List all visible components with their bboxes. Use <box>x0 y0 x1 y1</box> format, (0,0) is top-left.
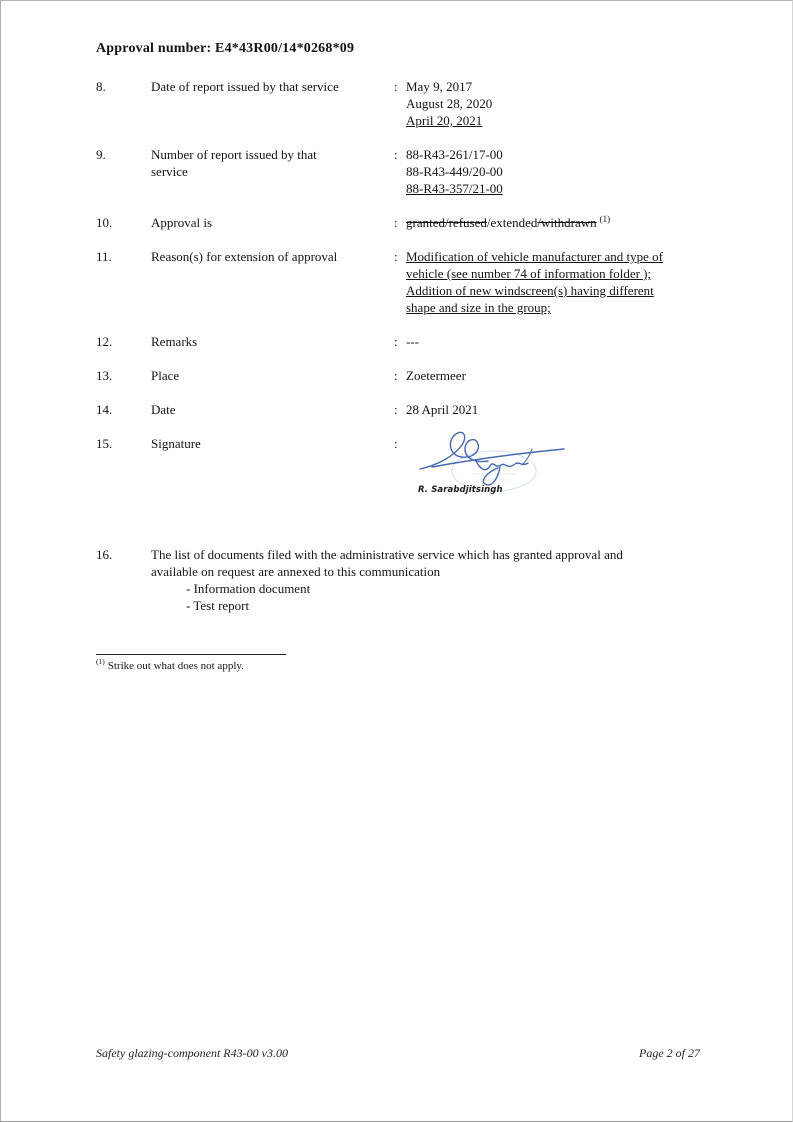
value-line: May 9, 2017 <box>406 79 473 94</box>
item-row <box>96 146 702 197</box>
colon-separator: : <box>394 249 398 264</box>
value-line: April 20, 2021 <box>406 113 483 128</box>
value-line: 88-R43-261/17-00 <box>406 147 503 162</box>
colon-separator: : <box>394 334 398 349</box>
value-line: 88-R43-449/20-00 <box>406 164 503 179</box>
item-16-line: The list of documents filed with the administrative service which has granted approval and <box>151 547 623 562</box>
item-value <box>406 333 702 350</box>
item-number: 10. <box>96 215 113 230</box>
item-row <box>96 401 702 418</box>
colon-separator: : <box>394 215 398 230</box>
item-16-line: available on request are annexed to this communication <box>151 564 441 579</box>
item-16-body <box>151 546 702 614</box>
item-16-row <box>96 546 702 614</box>
items-container <box>96 78 702 503</box>
value-line: Addition of new windscreen(s) having different <box>406 283 654 298</box>
page-footer <box>96 1045 700 1062</box>
item-row <box>96 333 702 350</box>
item-label: Place <box>151 368 180 383</box>
item-label: Number of report issued by that service <box>151 147 317 179</box>
footnote-text: Strike out what does not apply. <box>107 660 244 672</box>
item-value <box>406 214 702 231</box>
value-line: 88-R43-357/21-00 <box>406 181 503 196</box>
item-16-bullet: - Test report <box>186 598 250 613</box>
item-row <box>96 214 702 231</box>
approval-number: Approval number: E4*43R00/14*0268*09 <box>96 41 355 56</box>
document-content <box>1 1 792 674</box>
item-number: 11. <box>96 249 112 264</box>
colon-separator: : <box>394 79 398 94</box>
value-line: 28 April 2021 <box>406 402 479 417</box>
item-number: 12. <box>96 334 113 349</box>
item-label: Date of report issued by that service <box>151 79 339 94</box>
signature-ink <box>420 432 564 485</box>
colon-separator: : <box>394 436 398 451</box>
colon-separator: : <box>394 368 398 383</box>
value-line: --- <box>406 334 419 349</box>
value-line: vehicle (see number 74 of information folder ); <box>406 266 652 281</box>
colon-separator: : <box>394 402 398 417</box>
item-label: Approval is <box>151 215 213 230</box>
value-line: August 28, 2020 <box>406 96 493 111</box>
item-value <box>406 367 702 384</box>
item-label: Remarks <box>151 334 198 349</box>
item-row <box>96 367 702 384</box>
item-number: 13. <box>96 368 113 383</box>
footnote-marker: (1) <box>96 657 105 667</box>
item-number: 8. <box>96 79 106 94</box>
value-line: granted/refused/extended/withdrawn $^{(1)}$ <box>406 213 611 230</box>
footnote-divider <box>96 654 286 655</box>
item-16-bullet: - Information document <box>186 581 311 596</box>
item-value <box>406 401 702 418</box>
value-line: Modification of vehicle manufacturer and type of <box>406 249 664 264</box>
signature-block <box>406 425 596 503</box>
item-row <box>96 248 702 316</box>
item-number: 15. <box>96 436 113 451</box>
item-label: Date <box>151 402 176 417</box>
item-value <box>406 248 702 316</box>
item-value <box>406 435 702 503</box>
item-number: 16. <box>96 547 113 562</box>
colon-separator: : <box>394 147 398 162</box>
item-label: Reason(s) for extension of approval <box>151 249 338 264</box>
footer-document-id: Safety glazing-component R43-00 v3.00 <box>96 1046 288 1060</box>
item-label: Signature <box>151 436 201 451</box>
signature-name: R. Sarabdjitsingh <box>418 485 503 495</box>
item-value <box>406 146 702 197</box>
footnote <box>96 659 702 674</box>
value-line: shape and size in the group; <box>406 300 551 315</box>
value-line: Zoetermeer <box>406 368 466 383</box>
footer-page-number: Page 2 of 27 <box>639 1046 700 1060</box>
item-row <box>96 78 702 129</box>
item-row <box>96 435 702 503</box>
item-value <box>406 78 702 129</box>
item-number: 9. <box>96 147 106 162</box>
item-number: 14. <box>96 402 113 417</box>
